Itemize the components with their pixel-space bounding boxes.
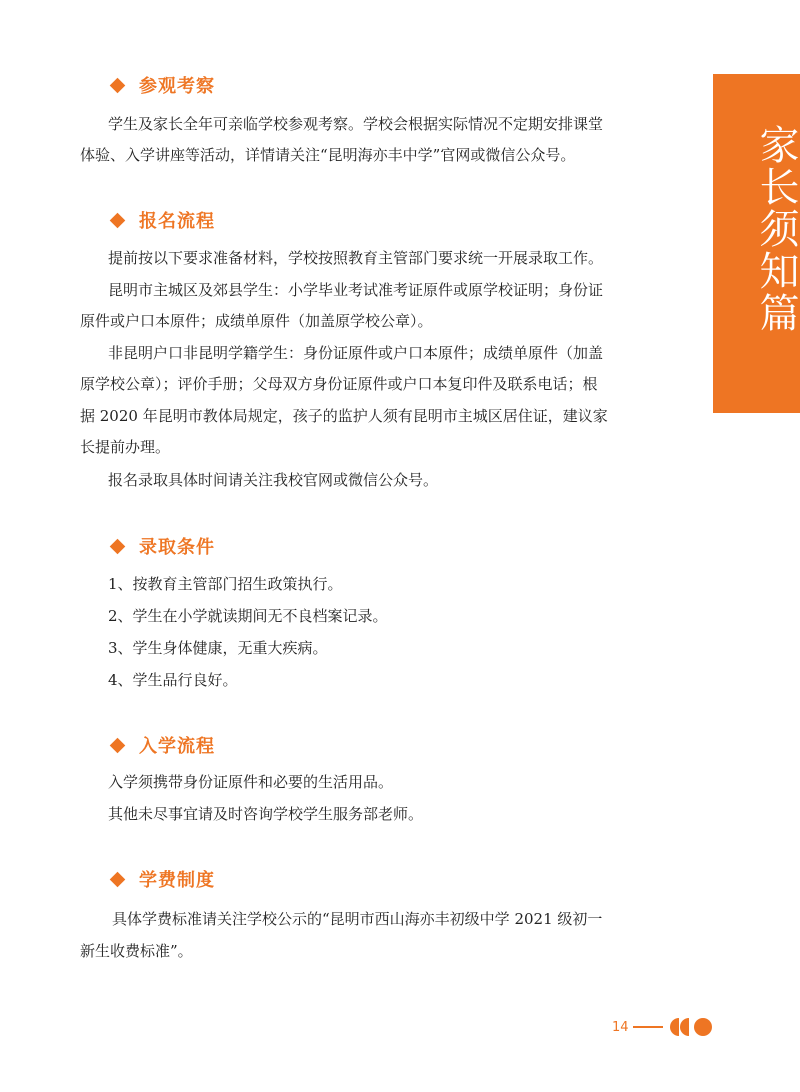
section-title: 学费制度 [139,870,215,891]
diamond-bullet-icon [110,77,126,93]
paragraph-line: 体验、入学讲座等活动，详情请关注“昆明海亦丰中学”官网或微信公众号。 [80,146,576,164]
paragraph-line: 据 2020 年昆明市教体局规定，孩子的监护人须有昆明市主城区居住证，建议家 [80,407,608,425]
diamond-bullet-icon [110,212,126,228]
side-tab-title: 家长须知篇 [753,124,799,334]
diamond-bullet-icon [110,737,126,753]
section-title: 参观考察 [139,76,215,97]
page-ornament-icon [667,1016,715,1038]
diamond-bullet-icon [110,538,126,554]
list-item: 4、学生品行良好。 [108,671,238,689]
side-tab [713,74,800,413]
list-item: 1、按教育主管部门招生政策执行。 [108,575,343,593]
section-title: 报名流程 [139,211,215,232]
page-number: 14 [612,1019,629,1035]
section-title: 入学流程 [139,736,215,757]
paragraph-line: 原件或户口本原件；成绩单原件（加盖原学校公章）。 [80,312,433,330]
list-item: 3、学生身体健康，无重大疾病。 [108,639,328,657]
paragraph-line: 提前按以下要求准备材料，学校按照教育主管部门要求统一开展录取工作。 [108,249,604,267]
page-footer [612,1016,715,1038]
paragraph-line: 其他未尽事宜请及时咨询学校学生服务部老师。 [108,805,424,823]
section-heading-register [108,208,215,232]
paragraph-line: 具体学费标准请关注学校公示的“昆明市西山海亦丰初级中学 2021 级初一 [112,910,603,928]
paragraph-line: 长提前办理。 [80,438,171,456]
section-title: 录取条件 [139,537,215,558]
paragraph-line: 新生收费标准”。 [80,942,193,960]
section-heading-enroll [108,733,215,757]
section-heading-fees [108,867,215,891]
paragraph-line: 昆明市主城区及郊县学生：小学毕业考试准考证原件或原学校证明；身份证 [108,281,604,299]
paragraph-line: 学生及家长全年可亲临学校参观考察。学校会根据实际情况不定期安排课堂 [108,115,604,133]
paragraph-line: 非昆明户口非昆明学籍学生：身份证原件或户口本原件；成绩单原件（加盖 [108,344,604,362]
section-heading-admission [108,534,215,558]
paragraph-line: 入学须携带身份证原件和必要的生活用品。 [108,773,394,791]
list-item: 2、学生在小学就读期间无不良档案记录。 [108,607,388,625]
section-heading-visit [108,73,215,97]
paragraph-line: 报名录取具体时间请关注我校官网或微信公众号。 [108,471,439,489]
footer-rule [633,1026,663,1028]
diamond-bullet-icon [110,871,126,887]
paragraph-line: 原学校公章）；评价手册；父母双方身份证原件或户口本复印件及联系电话；根 [80,375,598,393]
